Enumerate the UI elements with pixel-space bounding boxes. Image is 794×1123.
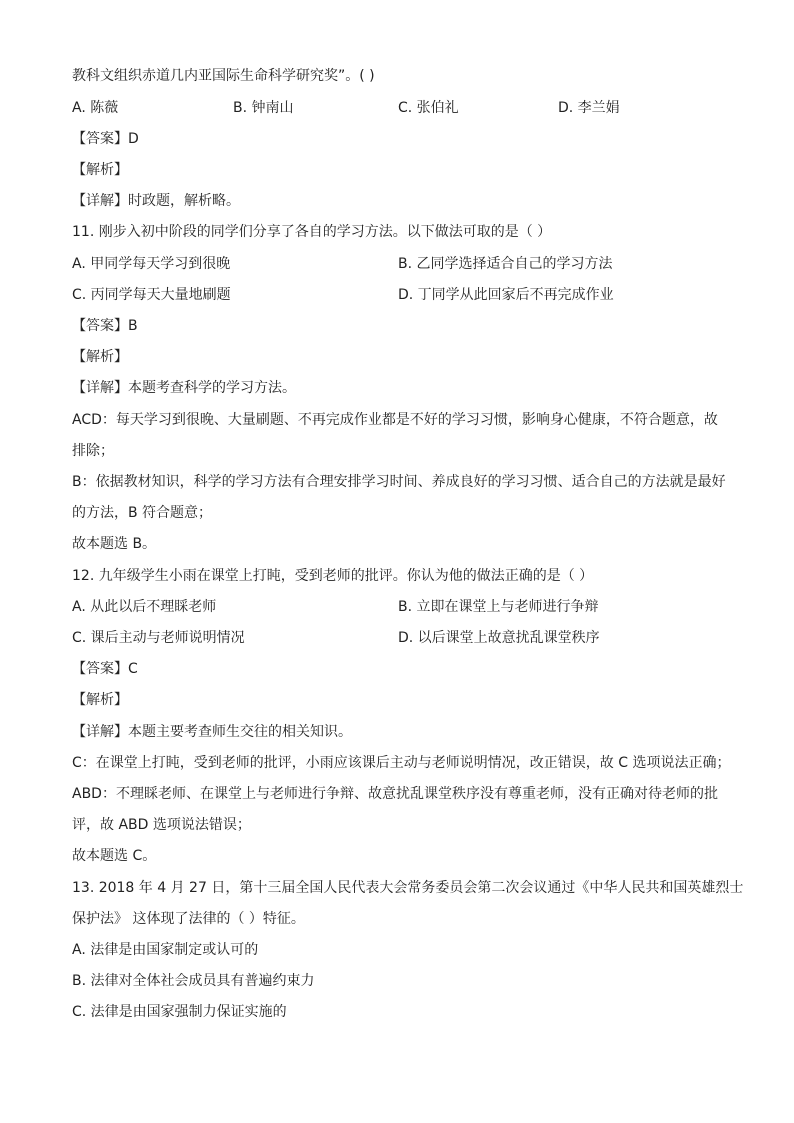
q11-option-b: B. 乙同学选择适合自己的学习方法 <box>398 256 613 272</box>
q10-detail: 【详解】时政题，解析略。 <box>72 193 240 209</box>
q10-option-a: A. 陈薇 <box>72 100 119 116</box>
q11-option-c: C. 丙同学每天大量地刷题 <box>72 287 231 303</box>
q12-analysis-heading: 【解析】 <box>72 692 128 708</box>
q12-explanation-abd-line1: ABD：不理睬老师、在课堂上与老师进行争辩、故意扰乱课堂秩序没有尊重老师，没有正确对待老师的批 <box>72 786 718 802</box>
q11-option-d: D. 丁同学从此回家后不再完成作业 <box>398 287 614 303</box>
question-10-stem-end: 教科文组织赤道几内亚国际生命科学研究奖”。( ) <box>72 68 375 84</box>
q11-analysis-heading: 【解析】 <box>72 349 128 365</box>
question-12-stem: 12. 九年级学生小雨在课堂上打盹，受到老师的批评。你认为他的做法正确的是（ ） <box>72 568 594 584</box>
q10-analysis-heading: 【解析】 <box>72 162 128 178</box>
q12-option-a: A. 从此以后不理睬老师 <box>72 599 217 615</box>
q10-option-c: C. 张伯礼 <box>398 100 459 116</box>
q12-conclusion: 故本题选 C。 <box>72 848 157 864</box>
question-13-stem-line2: 保护法》 这体现了法律的（ ）特征。 <box>72 911 305 927</box>
q13-option-a: A. 法律是由国家制定或认可的 <box>72 942 259 958</box>
q11-answer: 【答案】B <box>72 318 138 334</box>
q12-detail: 【详解】本题主要考查师生交往的相关知识。 <box>72 724 352 740</box>
q11-explanation-acd-line2: 排除； <box>72 443 114 459</box>
q11-option-a: A. 甲同学每天学习到很晚 <box>72 256 231 272</box>
question-11-stem: 11. 刚步入初中阶段的同学们分享了各自的学习方法。以下做法可取的是（ ） <box>72 224 552 240</box>
q12-option-d: D. 以后课堂上故意扰乱课堂秩序 <box>398 630 600 646</box>
q10-option-d: D. 李兰娟 <box>558 100 620 116</box>
q13-option-c: C. 法律是由国家强制力保证实施的 <box>72 1004 287 1020</box>
q12-option-b: B. 立即在课堂上与老师进行争辩 <box>398 599 599 615</box>
q11-explanation-acd-line1: ACD：每天学习到很晚、大量刷题、不再完成作业都是不好的学习习惯，影响身心健康，不符合题意，故 <box>72 412 718 428</box>
q12-explanation-c: C：在课堂上打盹，受到老师的批评，小雨应该课后主动与老师说明情况，改正错误，故 C 选项说法正确； <box>72 755 731 771</box>
q10-option-b: B. 钟南山 <box>233 100 294 116</box>
q12-answer: 【答案】C <box>72 661 138 677</box>
q11-detail: 【详解】本题考查科学的学习方法。 <box>72 380 296 396</box>
q11-explanation-b-line2: 的方法，B 符合题意； <box>72 505 213 521</box>
q11-conclusion: 故本题选 B。 <box>72 536 157 552</box>
q12-option-c: C. 课后主动与老师说明情况 <box>72 630 245 646</box>
q12-explanation-abd-line2: 评，故 ABD 选项说法错误； <box>72 817 251 833</box>
q13-option-b: B. 法律对全体社会成员具有普遍约束力 <box>72 973 315 989</box>
q10-answer: 【答案】D <box>72 131 139 147</box>
q11-explanation-b-line1: B：依据教材知识，科学的学习方法有合理安排学习时间、养成良好的学习习惯、适合自己的方法就是最好 <box>72 474 726 490</box>
question-13-stem-line1: 13. 2018 年 4 月 27 日，第十三届全国人民代表大会常务委员会第二次会议通过《中华人民共和国英雄烈士 <box>72 880 744 896</box>
